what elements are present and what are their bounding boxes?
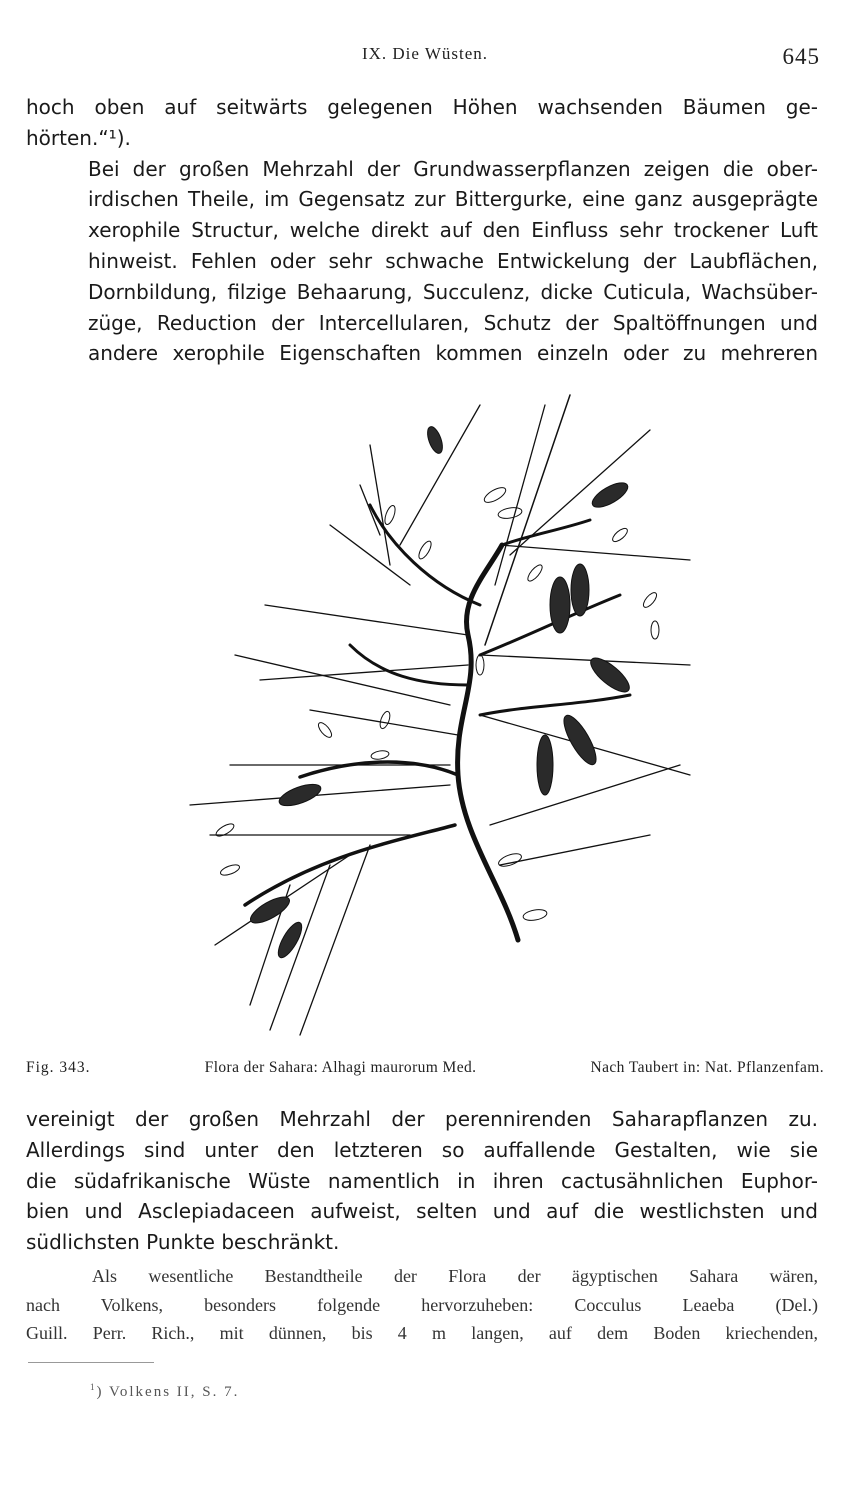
footnote xyxy=(90,1382,239,1401)
text-line: hoch oben auf seitwärts gelegenen Höhen wachsenden Bäumen ge- xyxy=(26,95,818,119)
text-block-middle xyxy=(26,1104,818,1258)
text-line: hinweist. Fehlen oder sehr schwache Entwickelung der Laubflächen, xyxy=(88,248,818,273)
figure-title: Flora der Sahara: Alhagi maurorum Med. xyxy=(204,1059,477,1076)
text-line: züge, Reduction der Intercellularen, Schutz der Spaltöffnungen und xyxy=(88,310,818,335)
running-title: IX. Die Wüsten. xyxy=(361,44,489,63)
text-line: xerophile Structur, welche direkt auf den Einfluss sehr trockener Luft xyxy=(88,218,818,243)
text-line: hörten.“¹). xyxy=(26,125,131,150)
text-line: die südafrikanische Wüste namentlich in ihren cactusähnlichen Euphor- xyxy=(26,1168,818,1193)
figure-label: Fig. 343. xyxy=(26,1059,91,1076)
text-line: Dornbildung, filzige Behaarung, Succulenz, dicke Cuticula, Wachsüber- xyxy=(88,279,818,304)
text-line: bien und Asclepiadaceen aufweist, selten und auf die westlichsten und xyxy=(26,1199,818,1224)
paragraph-sahara-plants xyxy=(26,1104,818,1258)
text-block-top xyxy=(26,92,818,369)
figure-alhagi-illustration xyxy=(150,385,710,1045)
footnote-divider xyxy=(28,1362,154,1363)
text-line: Bei der großen Mehrzahl der Grundwasserpflanzen zeigen die ober- xyxy=(88,156,818,181)
paragraph-xerophile xyxy=(26,154,818,370)
text-line: Allerdings sind unter den letzteren so auffallende Gestalten, wie sie xyxy=(26,1137,818,1162)
text-block-small xyxy=(26,1262,818,1348)
text-line: andere xerophile Eigenschaften kommen einzeln oder zu mehreren xyxy=(88,341,818,366)
text-line: südlichsten Punkte beschränkt. xyxy=(26,1230,340,1255)
text-line: nach Volkens, besonders folgende hervorzuheben: Cocculus Leaeba (Del.) xyxy=(26,1294,818,1315)
figure-caption xyxy=(26,1059,824,1077)
text-line: vereinigt der großen Mehrzahl der perennirenden Saharapflanzen zu. xyxy=(26,1107,818,1131)
footnote-text: ) Volkens II, S. 7. xyxy=(96,1384,240,1400)
page-number: 645 xyxy=(782,44,820,69)
text-line: Als wesentliche Bestandtheile der Flora der ägyptischen Sahara wären, xyxy=(92,1266,818,1286)
footnote-marker: 1 xyxy=(90,1382,97,1392)
text-line: Guill. Perr. Rich., mit dünnen, bis 4 m langen, auf dem Boden kriechenden, xyxy=(26,1323,818,1343)
figure-source: Nach Taubert in: Nat. Pflanzenfam. xyxy=(590,1059,824,1076)
alhagi-plant-drawing xyxy=(150,385,710,1045)
paragraph-continuation xyxy=(26,92,818,154)
text-line: irdischen Theile, im Gegensatz zur Bittergurke, eine ganz ausgeprägte xyxy=(88,187,818,212)
